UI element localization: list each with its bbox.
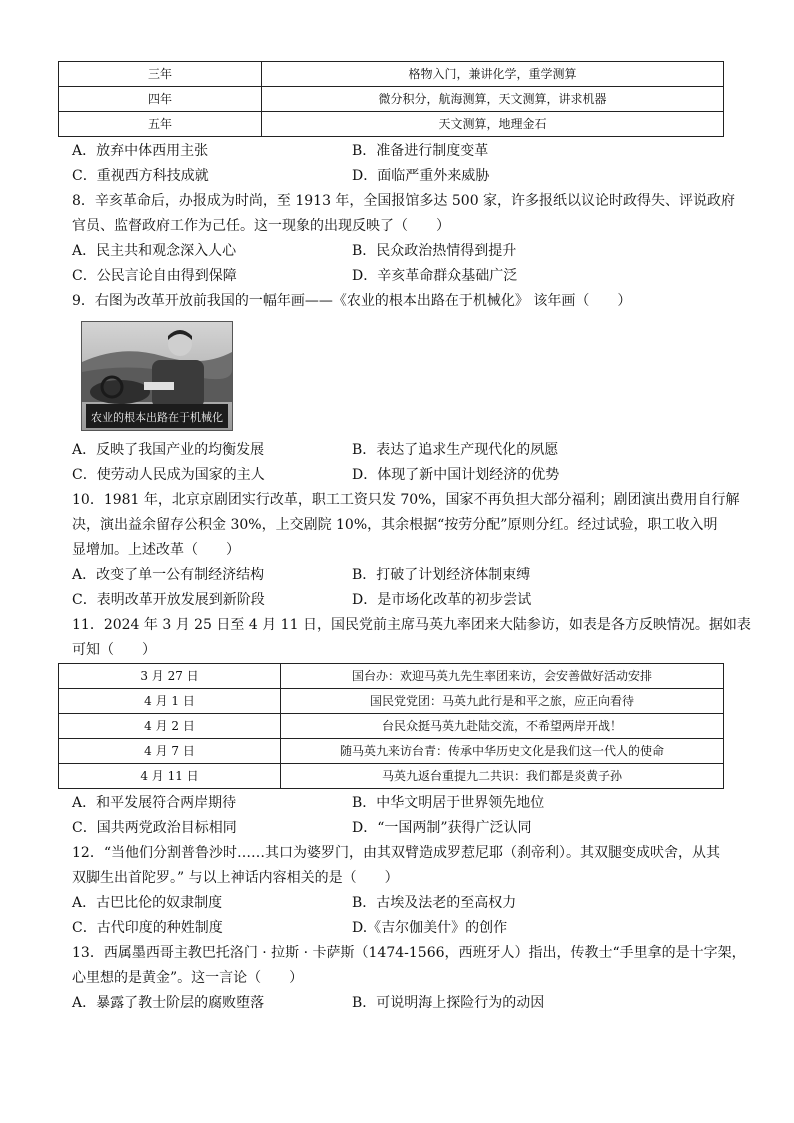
curriculum-table: [58, 61, 724, 137]
q10-option-d: D．是市场化改革的初步尝试: [352, 592, 532, 608]
table-cell-content: 国台办：欢迎马英九先生率团来访，会安善做好活动安排: [281, 664, 724, 689]
table-row: [59, 112, 724, 137]
table-cell-date: 4 月 2 日: [59, 714, 281, 739]
table-cell-content: 天文测算，地理金石: [262, 112, 724, 137]
table-row: [59, 87, 724, 112]
q8-option-a: A．民主共和观念深入人心: [72, 243, 237, 259]
q8-option-c: C．公民言论自由得到保障: [72, 268, 237, 284]
q8-option-d: D．辛亥革命群众基础广泛: [352, 268, 518, 284]
q12-option-c: C．古代印度的种姓制度: [72, 920, 223, 936]
q7-option-b: B．准备进行制度变革: [352, 143, 489, 159]
q11-stem-line: 可知（ ）: [72, 642, 156, 658]
q8-option-b: B．民众政治热情得到提升: [352, 243, 517, 259]
table-cell-content: 格物入门，兼讲化学，重学测算: [262, 62, 724, 87]
table-row: [59, 739, 724, 764]
q7-option-c: C．重视西方科技成就: [72, 168, 209, 184]
q10-stem-line: 10．1981 年，北京京剧团实行改革，职工工资只发 70%，国家不再负担大部分福利；剧团演出费用自行解: [72, 492, 740, 508]
q13-stem-line: 13．西属墨西哥主教巴托洛门 · 拉斯 · 卡萨斯（1474-1566，西班牙人）指出，传教士“手里拿的是十字架，: [72, 945, 746, 961]
q13-option-b: B．可说明海上探险行为的动因: [352, 995, 545, 1011]
table-row: [59, 664, 724, 689]
q7-option-a: A．放弃中体西用主张: [72, 143, 209, 159]
q9-stem-line: 9．右图为改革开放前我国的一幅年画——《农业的根本出路在于机械化》 该年画（ ）: [72, 293, 632, 309]
q10-stem-line: 决，演出益余留存公积金 30%，上交剧院 10%，其余根据“按劳分配”原则分红。经过试验，职工收入明: [72, 517, 718, 533]
table-cell-content: 马英九返台重提九二共识：我们都是炎黄子孙: [281, 764, 724, 789]
table-cell-date: 4 月 1 日: [59, 689, 281, 714]
q13-stem-line: 心里想的是黄金”。这一言论（ ）: [72, 970, 304, 986]
q12-stem-line: 12．“当他们分割普鲁沙时……其口为婆罗门，由其双臂造成罗惹尼耶（刹帝利）。其双腿变成吠舍，从其: [72, 845, 720, 861]
q9-option-c: C．使劳动人民成为国家的主人: [72, 467, 265, 483]
q11-option-b: B．中华文明居于世界领先地位: [352, 795, 545, 811]
q10-stem-line: 显增加。上述改革（ ）: [72, 542, 240, 558]
q8-stem-line: 官员、监督政府工作为己任。这一现象的出现反映了（ ）: [72, 218, 450, 234]
q12-stem-line: 双脚生出首陀罗。” 与以上神话内容相关的是（ ）: [72, 870, 399, 886]
q10-option-b: B．打破了计划经济体制束缚: [352, 567, 531, 583]
table-row: [59, 714, 724, 739]
q12-option-a: A．古巴比伦的奴隶制度: [72, 895, 223, 911]
table-row: [59, 689, 724, 714]
table-cell-content: 国民党党团：马英九此行是和平之旅，应正向看待: [281, 689, 724, 714]
reaction-table: [58, 663, 724, 789]
q11-stem-line: 11．2024 年 3 月 25 日至 4 月 11 日，国民党前主席马英九率团来大陆参访，如表是各方反映情况。据如表: [72, 617, 751, 633]
table-cell-year: 三年: [59, 62, 262, 87]
painting-caption: 农业的根本出路在于机械化: [91, 411, 223, 424]
table-cell-content: 微分积分，航海测算，天文测算，讲求机器: [262, 87, 724, 112]
table-cell-content: 随马英九来访台青：传承中华历史文化是我们这一代人的使命: [281, 739, 724, 764]
new-year-painting-image: [81, 321, 233, 431]
q11-option-c: C．国共两党政治目标相同: [72, 820, 237, 836]
q12-option-b: B．古埃及法老的至高权力: [352, 895, 517, 911]
table-cell-year: 五年: [59, 112, 262, 137]
q12-option-d: D.《吉尔伽美什》的创作: [352, 920, 508, 936]
table-cell-content: 台民众挺马英九赴陆交流，不希望两岸开战！: [281, 714, 724, 739]
table-cell-date: 4 月 11 日: [59, 764, 281, 789]
table-cell-date: 4 月 7 日: [59, 739, 281, 764]
q9-option-a: A．反映了我国产业的均衡发展: [72, 442, 265, 458]
q8-stem-line: 8．辛亥革命后，办报成为时尚，至 1913 年，全国报馆多达 500 家，许多报纸以议论时政得失、评说政府: [72, 193, 736, 209]
q13-option-a: A．暴露了教士阶层的腐败堕落: [72, 995, 265, 1011]
table-row: [59, 62, 724, 87]
q9-option-b: B．表达了追求生产现代化的夙愿: [352, 442, 559, 458]
q10-option-a: A．改变了单一公有制经济结构: [72, 567, 265, 583]
q9-option-d: D．体现了新中国计划经济的优势: [352, 467, 560, 483]
q11-option-a: A．和平发展符合两岸期待: [72, 795, 237, 811]
painting-illustration: [82, 322, 232, 430]
q10-option-c: C．表明改革开放发展到新阶段: [72, 592, 265, 608]
table-cell-date: 3 月 27 日: [59, 664, 281, 689]
q7-option-d: D．面临严重外来威胁: [352, 168, 490, 184]
table-row: [59, 764, 724, 789]
q11-option-d: D．“一国两制”获得广泛认同: [352, 820, 532, 836]
table-cell-year: 四年: [59, 87, 262, 112]
